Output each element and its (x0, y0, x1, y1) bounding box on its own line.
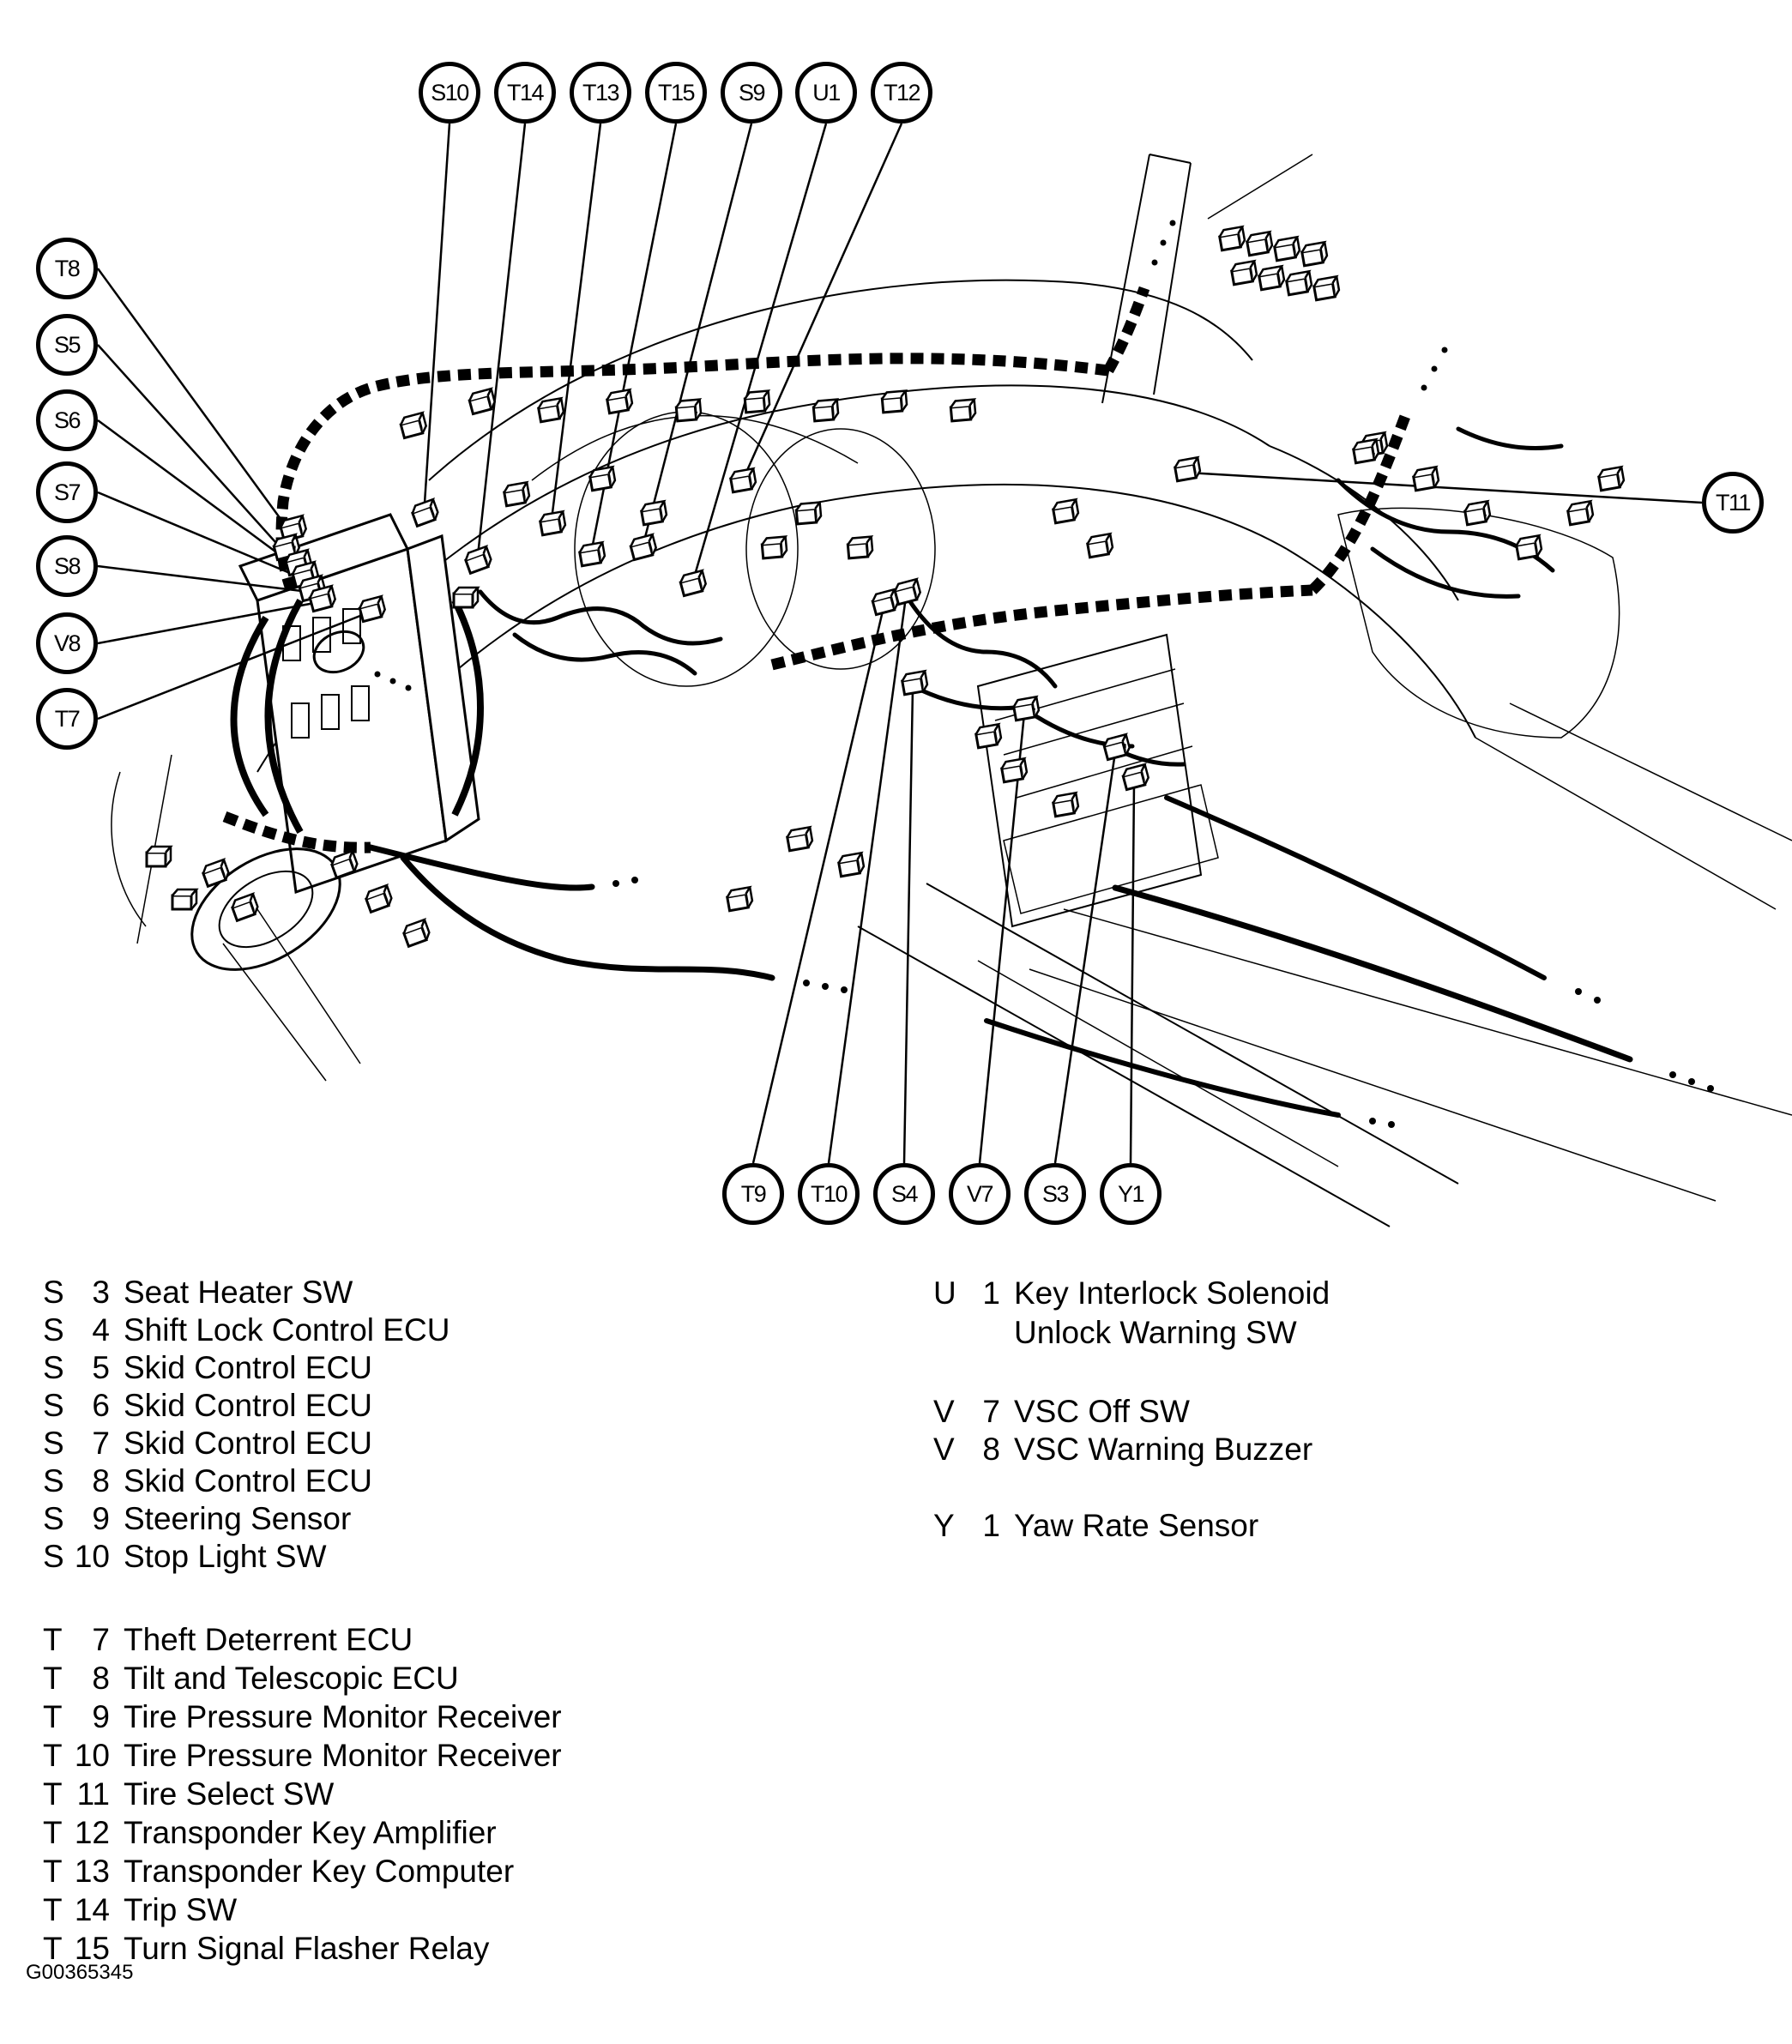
legend-row: S 7 Skid Control ECU (43, 1426, 372, 1461)
callout-T7 (36, 688, 98, 750)
callout-label: V7 (966, 1180, 993, 1207)
callout-label: T12 (883, 79, 920, 106)
callout-T15 (645, 62, 707, 124)
callout-label: T14 (506, 79, 544, 106)
legend-row: T 9 Tire Pressure Monitor Receiver (43, 1699, 562, 1734)
callout-label: T13 (582, 79, 619, 106)
callout-T11 (1702, 472, 1764, 534)
callout-label: S9 (738, 79, 765, 106)
callout-S6 (36, 389, 98, 451)
legend-row: S 6 Skid Control ECU (43, 1388, 372, 1423)
callout-label: S5 (53, 331, 81, 358)
callout-T8 (36, 238, 98, 299)
legend-row: S 3 Seat Heater SW (43, 1275, 353, 1310)
legend-row: T 10 Tire Pressure Monitor Receiver (43, 1738, 562, 1773)
callout-label: S6 (53, 407, 81, 433)
legend-row: T 11 Tire Select SW (43, 1776, 335, 1812)
callout-label: T11 (1715, 489, 1751, 516)
legend-row: S 8 Skid Control ECU (43, 1463, 372, 1498)
legend-row: S 10 Stop Light SW (43, 1539, 327, 1574)
callout-label: S10 (431, 79, 468, 106)
callout-label: Y1 (1117, 1180, 1144, 1207)
callout-T9 (722, 1163, 784, 1225)
legend-row: T 13 Transponder Key Computer (43, 1854, 515, 1889)
callout-Y1 (1100, 1163, 1161, 1225)
legend-row: T 7 Theft Deterrent ECU (43, 1622, 413, 1657)
callout-label: V8 (53, 630, 81, 656)
callout-V8 (36, 612, 98, 674)
callout-label: T9 (740, 1180, 766, 1207)
legend-row: V 7 VSC Off SW (933, 1394, 1190, 1429)
callout-S10 (419, 62, 480, 124)
callout-S9 (721, 62, 782, 124)
callout-label: S7 (53, 479, 81, 505)
callout-S5 (36, 314, 98, 376)
callout-T14 (494, 62, 556, 124)
legend-row: S 5 Skid Control ECU (43, 1350, 372, 1385)
callout-S3 (1024, 1163, 1086, 1225)
legend-row: T 14 Trip SW (43, 1892, 238, 1927)
callout-label: S8 (53, 552, 81, 579)
legend-row: S 4 Shift Lock Control ECU (43, 1312, 450, 1348)
callout-U1 (795, 62, 857, 124)
callout-S8 (36, 535, 98, 597)
callout-label: S4 (890, 1180, 918, 1207)
callout-V7 (949, 1163, 1011, 1225)
callout-T13 (570, 62, 631, 124)
legend-row: T 12 Transponder Key Amplifier (43, 1815, 497, 1850)
legend-row: U 1 Key Interlock Solenoid Unlock Warning SW (933, 1275, 1330, 1350)
callout-label: U1 (812, 79, 840, 106)
callout-label: T10 (810, 1180, 848, 1207)
legend-row: T 8 Tilt and Telescopic ECU (43, 1661, 459, 1696)
callout-label: T7 (54, 705, 80, 732)
legend-row: T 15 Turn Signal Flasher Relay (43, 1931, 490, 1966)
callout-label: T8 (54, 255, 80, 281)
callout-label: S3 (1041, 1180, 1069, 1207)
figure-code: G00365345 (26, 1961, 134, 1984)
callout-label: T15 (657, 79, 695, 106)
legend-row: V 8 VSC Warning Buzzer (933, 1432, 1313, 1467)
callout-T10 (798, 1163, 860, 1225)
legend-row: S 9 Steering Sensor (43, 1501, 352, 1536)
callout-T12 (871, 62, 932, 124)
callout-S4 (873, 1163, 935, 1225)
legend-row: Y 1 Yaw Rate Sensor (933, 1508, 1259, 1543)
callout-S7 (36, 461, 98, 523)
